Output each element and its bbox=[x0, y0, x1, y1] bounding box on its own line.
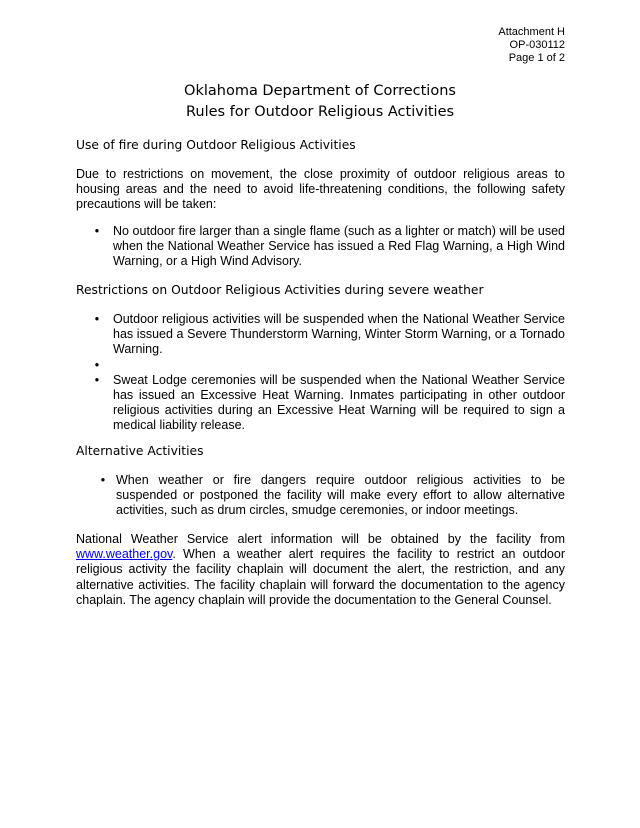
bullet-icon: • bbox=[94, 224, 100, 238]
fire-intro-paragraph: Due to restrictions on movement, the close proximity of outdoor religious areas to housing areas and the need to avoid life-threatening conditions, the following safety precautions will be taken: bbox=[76, 167, 565, 212]
list-item bbox=[76, 373, 565, 434]
fire-section-heading: Use of fire during Outdoor Religious Activities bbox=[76, 138, 356, 152]
closing-text-end: . When a weather alert requires the facility to restrict an outdoor religious activity the facility chaplain will document the alert, the restriction, and any alternative activities. The facility chaplain will forward the documentation to the agency chaplain. The agency chaplain will provide the documentation to the General Counsel. bbox=[76, 547, 565, 607]
closing-text-start: National Weather Service alert information will be obtained by the facility from bbox=[76, 532, 565, 546]
document-number: OP-030112 bbox=[509, 39, 565, 51]
list-item-text: Sweat Lodge ceremonies will be suspended when the National Weather Service has issued an Excessive Heat Warning. Inmates participating in other outdoor religious activities during an Excessive Heat Warning will be required to sign a medical liability release. bbox=[113, 372, 565, 433]
bullet-icon: • bbox=[94, 312, 100, 326]
document-title bbox=[0, 81, 640, 123]
bullet-icon: • bbox=[100, 473, 106, 487]
list-item bbox=[76, 473, 565, 519]
list-item bbox=[76, 312, 565, 358]
list-item-text: When weather or fire dangers require outdoor religious activities to be suspended or postponed the facility will make every effort to allow alternative activities, such as drum circles, smudge ceremonies, or indoor meetings. bbox=[116, 473, 565, 518]
attachment-label: Attachment H bbox=[498, 26, 565, 38]
weather-gov-link[interactable]: www.weather.gov bbox=[76, 547, 173, 562]
alternative-section-heading: Alternative Activities bbox=[76, 444, 204, 458]
title-line-2: Rules for Outdoor Religious Activities bbox=[185, 104, 455, 120]
bullet-icon: • bbox=[94, 357, 100, 372]
list-item-empty bbox=[76, 358, 565, 373]
bullet-icon: • bbox=[94, 372, 100, 387]
list-item-text: Outdoor religious activities will be suspended when the National Weather Service has issued a Severe Thunderstorm Warning, Winter Storm Warning, or a Tornado Warning. bbox=[113, 312, 565, 357]
list-item bbox=[76, 224, 565, 270]
fire-bullet-list bbox=[76, 224, 565, 270]
list-item-text: No outdoor fire larger than a single flame (such as a lighter or match) will be used when the National Weather Service has issued a Red Flag Warning, a High Wind Warning, or a High Wind Advisory. bbox=[113, 224, 565, 269]
severe-weather-section-heading: Restrictions on Outdoor Religious Activities during severe weather bbox=[76, 283, 484, 297]
title-line-1: Oklahoma Department of Corrections bbox=[184, 83, 456, 99]
severe-weather-bullet-list bbox=[76, 312, 565, 434]
attachment-header bbox=[498, 26, 565, 65]
page-number: Page 1 of 2 bbox=[508, 52, 565, 64]
alternative-bullet-list bbox=[76, 473, 565, 519]
closing-paragraph bbox=[76, 532, 565, 608]
